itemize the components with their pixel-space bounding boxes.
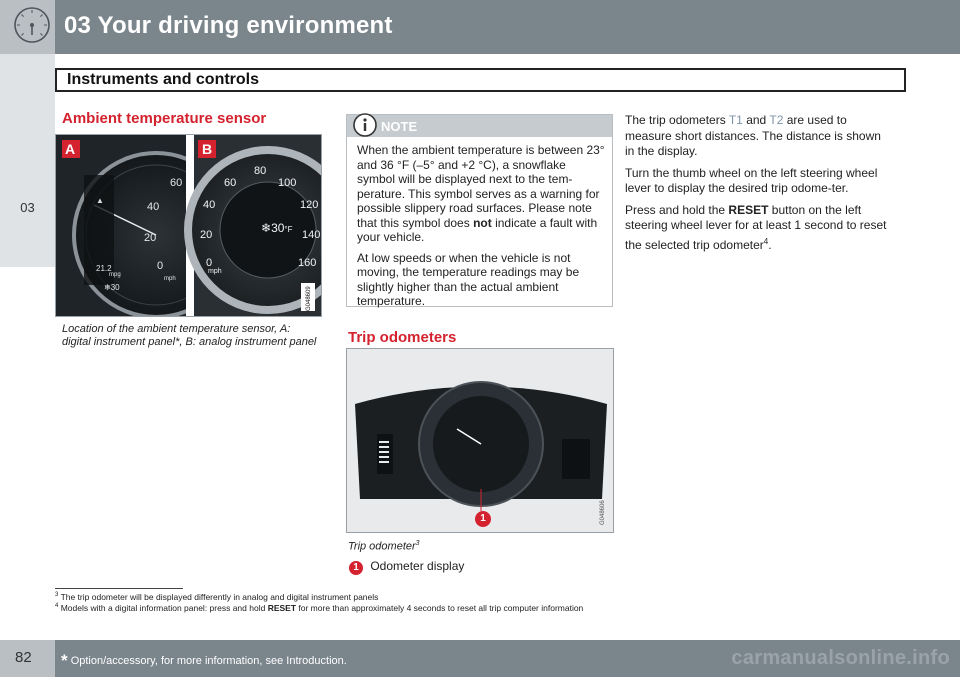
digital-cluster-illustration (347, 349, 614, 533)
right-dial-number: 140 (302, 229, 321, 241)
trip-paragraph-3: Press and hold the RESET button on the left steering wheel lever for at least 1 second to reset the selected trip odometer$^4$. (625, 202, 887, 252)
footer-note: * Option/accessory, for more information, see Introduction. (61, 651, 347, 670)
left-odo-value: 21.2 (96, 264, 112, 273)
panel-b-label: B (202, 141, 213, 157)
note-box (346, 114, 613, 307)
right-dial-number: 0 (206, 257, 213, 269)
left-mpg-label: mpg (109, 272, 121, 278)
chapter-header (0, 0, 960, 54)
page-footer (0, 640, 960, 677)
odometer-item-label: Odometer display (370, 559, 465, 573)
right-dial-number: 20 (200, 229, 213, 241)
trip-paragraph-2: Turn the thumb wheel on the left steering wheel lever to display the desired trip odome-ter. (625, 165, 878, 195)
right-dial-number: 60 (224, 177, 237, 189)
left-dial-number: 60 (170, 177, 183, 189)
footnote-3: $^3$ The trip odometer will be displayed differently in analog and digital instrument panels (55, 592, 379, 602)
left-dial-unit: mph (164, 276, 176, 282)
panel-a-label: A (65, 141, 76, 157)
odometer-callout: 1 (475, 511, 491, 527)
chapter-rail (0, 54, 55, 267)
left-temp-value: ❄30 (104, 283, 120, 292)
ambient-caption: Location of the ambient temperature sensor, A: digital instrument panel*, B: analog instrument panel (62, 323, 317, 348)
temp-readout: ❄30°F (261, 221, 293, 235)
odometer-item-number: 1 (349, 561, 363, 575)
trip-caption: Trip odometer$^3$ (348, 540, 420, 553)
footnote-4: $^4$ Models with a digital information panel: press and hold RESET for more than approximately 4 seconds to reset all trip computer information (55, 603, 584, 613)
chapter-tab[interactable]: 03 (20, 200, 35, 215)
right-dial-number: 120 (300, 199, 319, 211)
section-bar (55, 68, 906, 92)
right-dial-number: 40 (203, 199, 216, 211)
trip-image-code: G048606 (600, 500, 606, 525)
section-title: Instruments and controls (67, 71, 260, 88)
gauge-icon (12, 5, 52, 45)
info-icon (352, 112, 378, 138)
ambient-heading: Ambient temperature sensor (62, 110, 267, 127)
left-dial-number: 20 (144, 232, 157, 244)
watermark: carmanualsonline.info (731, 647, 950, 669)
left-dial-number: 40 (147, 201, 160, 213)
right-dial-number: 160 (298, 257, 317, 269)
svg-text:▲: ▲ (96, 196, 104, 205)
trip-paragraph-1: The trip odometers T1 and T2 are used to measure short distances. The distance is shown in the display. (625, 113, 881, 158)
note-header (347, 115, 612, 137)
footnote-divider (55, 588, 183, 589)
right-dial-number: 80 (254, 165, 267, 177)
right-column-text (625, 113, 893, 259)
left-dial-number: 0 (157, 260, 164, 272)
odometer-item (349, 559, 464, 575)
page-number: 82 (15, 649, 32, 666)
right-dial-number: 100 (278, 177, 297, 189)
note-body (357, 143, 607, 315)
image-code: G048609 (306, 286, 312, 311)
trip-heading: Trip odometers (348, 329, 457, 346)
footer-corner (0, 640, 55, 677)
right-dial-unit: mph (208, 268, 222, 275)
trip-odometer-image (346, 348, 614, 533)
ambient-sensor-image (55, 134, 322, 317)
chapter-title: 03 Your driving environment (64, 12, 393, 39)
note-paragraph-2: At low speeds or when the vehicle is not moving, the temperature readings may be slightly higher than the actual ambient temperature. (357, 250, 580, 308)
note-title: NOTE (381, 119, 418, 134)
note-paragraph-1: When the ambient temperature is between 23° and 36 °F (–5° and +2 °C), a snowflake symbol will be displayed next to the tem-perature. This symbol serves as a warning for possible slippery road surfaces. Please note that this symbol does not indicate a fault with your vehicle. (357, 143, 605, 244)
